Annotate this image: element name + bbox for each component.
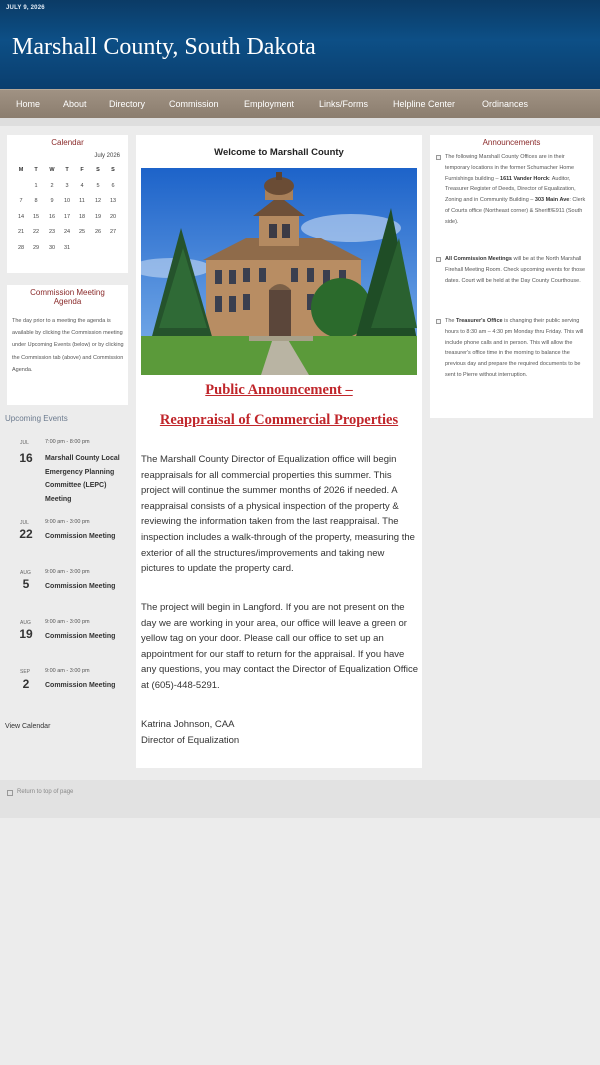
event-day: 19 bbox=[19, 627, 33, 641]
calendar-day[interactable]: 19 bbox=[94, 214, 102, 220]
calendar-day[interactable]: 13 bbox=[109, 198, 117, 204]
calendar-day[interactable]: 27 bbox=[109, 229, 117, 235]
calendar-day[interactable]: 30 bbox=[48, 245, 56, 251]
announcement-item bbox=[445, 254, 590, 286]
agenda-title-line2: Agenda bbox=[53, 297, 82, 306]
courthouse-image bbox=[141, 168, 417, 375]
calendar-day[interactable]: 16 bbox=[48, 214, 56, 220]
event-name[interactable]: Commission Meeting bbox=[45, 533, 116, 540]
event-time: 9:00 am - 3:00 pm bbox=[45, 569, 90, 575]
calendar-day[interactable]: 23 bbox=[48, 229, 56, 235]
announcement-text: : Clerk of Courts office (Northeast corner) & Sheriff/E911 (South side). bbox=[445, 197, 586, 225]
calendar-day[interactable]: 22 bbox=[32, 229, 40, 235]
event-month: AUG bbox=[20, 620, 31, 626]
calendar-day[interactable]: 3 bbox=[65, 183, 69, 189]
nav-links-forms[interactable]: Links/Forms bbox=[319, 99, 369, 109]
calendar-day[interactable]: 18 bbox=[78, 214, 86, 220]
calendar-title: Calendar bbox=[51, 138, 84, 147]
announcement-paragraph-2: The project will begin in Langford. If you are not present on the day we are working in your area, our office will leave a green or yellow tag on your door. Please call our office to set up an appointment for our staff to return for the appraisal. If you have any questions, you may contact the Director of Equalization Office at (605)-448-5291. bbox=[141, 602, 419, 691]
bullet-icon bbox=[436, 257, 441, 262]
calendar-day[interactable]: 17 bbox=[63, 214, 71, 220]
calendar-day[interactable]: 28 bbox=[17, 245, 25, 251]
announcements-widget bbox=[430, 135, 593, 418]
calendar-day[interactable]: 14 bbox=[17, 214, 25, 220]
event-month: JUL bbox=[20, 440, 29, 446]
calendar-day[interactable]: 5 bbox=[96, 183, 100, 189]
nav-ordinances[interactable]: Ordinances bbox=[482, 99, 529, 109]
signature-title: Director of Equalization bbox=[141, 735, 240, 746]
announcement-text: will be at the North Marshall Firehall Meeting Room. Check upcoming events for those dates. Court will be held at the Day County Courthouse. bbox=[445, 256, 586, 284]
event-name[interactable]: Commission Meeting bbox=[45, 682, 116, 689]
calendar-dow: T bbox=[34, 167, 38, 173]
announcement-text: is changing their public serving hours to 8:30 am – 4:30 pm Monday thru Friday. This will include phone calls and in person. This will allow the treasurer's office time in the morning to balance the previous day and prepare the required documents to be sent to Pierre without interruption. bbox=[445, 318, 584, 378]
event-month: SEP bbox=[20, 669, 31, 675]
event-time: 9:00 am - 3:00 pm bbox=[45, 519, 90, 525]
event-time: 9:00 am - 3:00 pm bbox=[45, 668, 90, 674]
announcement-emphasis: All Commission Meetings bbox=[445, 256, 512, 262]
site-title[interactable]: Marshall County, South Dakota bbox=[12, 34, 316, 60]
event-name[interactable]: Commission Meeting bbox=[45, 633, 116, 640]
calendar-day[interactable]: 7 bbox=[19, 198, 23, 204]
site-footer bbox=[0, 780, 600, 818]
nav-directory[interactable]: Directory bbox=[109, 99, 146, 109]
agenda-widget bbox=[7, 285, 128, 405]
announcement-address: 1611 Vander Horck bbox=[500, 175, 549, 182]
courthouse-photo bbox=[141, 168, 417, 375]
view-calendar-link[interactable]: View Calendar bbox=[5, 723, 51, 730]
event-month: JUL bbox=[20, 520, 29, 526]
event-month: AUG bbox=[20, 570, 31, 576]
calendar-dow: W bbox=[49, 167, 55, 173]
return-to-top-link[interactable]: Return to top of page bbox=[17, 789, 74, 795]
calendar-widget bbox=[7, 135, 128, 273]
calendar-dow: S bbox=[96, 167, 100, 173]
event-day: 16 bbox=[19, 451, 33, 465]
event-name[interactable]: Commission Meeting bbox=[45, 583, 116, 590]
calendar-day[interactable]: 29 bbox=[32, 245, 40, 251]
announcement-subheadline: Reappraisal of Commercial Properties bbox=[159, 412, 399, 428]
current-date: JULY 9, 2026 bbox=[6, 5, 45, 11]
event-time: 7:00 pm - 8:00 pm bbox=[45, 439, 90, 445]
calendar-day[interactable]: 20 bbox=[109, 214, 117, 220]
calendar-day[interactable]: 11 bbox=[79, 198, 85, 204]
nav-employment[interactable]: Employment bbox=[244, 99, 295, 109]
calendar-dow: M bbox=[18, 167, 24, 173]
main-nav bbox=[0, 89, 600, 118]
calendar-day[interactable]: 9 bbox=[50, 198, 54, 204]
calendar-day[interactable]: 25 bbox=[78, 229, 86, 235]
announcement-item bbox=[445, 152, 590, 228]
calendar-day[interactable]: 6 bbox=[111, 183, 115, 189]
bullet-icon bbox=[436, 319, 441, 324]
calendar-month: July 2026 bbox=[94, 153, 120, 159]
announcement-text: The bbox=[445, 318, 457, 324]
nav-shadow bbox=[0, 118, 600, 126]
calendar-dow: S bbox=[111, 167, 115, 173]
calendar-day[interactable]: 24 bbox=[63, 229, 71, 235]
nav-helpline-center[interactable]: Helpline Center bbox=[393, 99, 456, 109]
nav-commission[interactable]: Commission bbox=[169, 99, 219, 109]
nav-about[interactable]: About bbox=[63, 99, 87, 109]
calendar-day[interactable]: 8 bbox=[34, 198, 38, 204]
announcements-title: Announcements bbox=[482, 138, 541, 147]
calendar-dow: F bbox=[80, 167, 84, 173]
calendar-day[interactable]: 2 bbox=[50, 183, 54, 189]
welcome-heading: Welcome to Marshall County bbox=[214, 147, 344, 158]
agenda-title-line1: Commission Meeting bbox=[30, 288, 105, 297]
calendar-day[interactable]: 12 bbox=[94, 198, 102, 204]
nav-home[interactable]: Home bbox=[16, 99, 41, 109]
agenda-title bbox=[7, 288, 128, 306]
calendar-day[interactable]: 26 bbox=[94, 229, 102, 235]
event-time: 9:00 am - 3:00 pm bbox=[45, 619, 90, 625]
agenda-text: The day prior to a meeting the agenda is available by clicking the Commission meeting under Upcoming Events (below) or by clicking the Commission tab (above) and Commission Agenda. bbox=[12, 318, 124, 373]
calendar-day[interactable]: 1 bbox=[34, 183, 38, 189]
calendar-day[interactable]: 15 bbox=[32, 214, 40, 220]
announcement-address: 303 Main Ave bbox=[534, 197, 570, 204]
event-day: 22 bbox=[19, 527, 33, 541]
event-name[interactable]: Marshall County Local Emergency Planning Committee (LEPC) Meeting bbox=[45, 455, 120, 504]
event-day: 2 bbox=[22, 677, 30, 691]
calendar-dow: T bbox=[65, 167, 69, 173]
calendar-day[interactable]: 4 bbox=[80, 183, 84, 189]
site-header bbox=[0, 0, 600, 89]
arrow-up-icon[interactable] bbox=[7, 790, 13, 796]
signature-name: Katrina Johnson, CAA bbox=[141, 719, 235, 730]
announcement-paragraph-1: The Marshall County Director of Equalization office will begin reappraisals for all commercial properties this summer. This project will continue the summer months of 2026 if needed. A reappraisal consists of a physical inspection of the property & reviewing the information taken from the last reappraisal. The inspection includes a walk-through of the property, measuring the exterior of all the structures/improvements and taking new pictures to update the property card. bbox=[141, 454, 415, 575]
upcoming-events-title: Upcoming Events bbox=[5, 414, 68, 423]
calendar-day[interactable]: 21 bbox=[17, 229, 25, 235]
calendar-day[interactable]: 10 bbox=[63, 198, 71, 204]
announcement-item bbox=[445, 316, 590, 381]
event-day: 5 bbox=[22, 577, 30, 591]
announcement-text: : Auditor, Treasurer Register of Deeds, Director of Equalization, Zoning and in Community Building – bbox=[445, 175, 576, 204]
main-content bbox=[136, 135, 422, 768]
announcement-text: The following Marshall County Offices are in their temporary locations in the former Schumacher Home Furnishings building – bbox=[445, 154, 574, 182]
announcement-headline: Public Announcement – bbox=[205, 382, 353, 398]
calendar-day[interactable]: 31 bbox=[63, 245, 71, 251]
bullet-icon bbox=[436, 155, 441, 160]
announcement-emphasis: Treasurer's Office bbox=[456, 318, 503, 324]
